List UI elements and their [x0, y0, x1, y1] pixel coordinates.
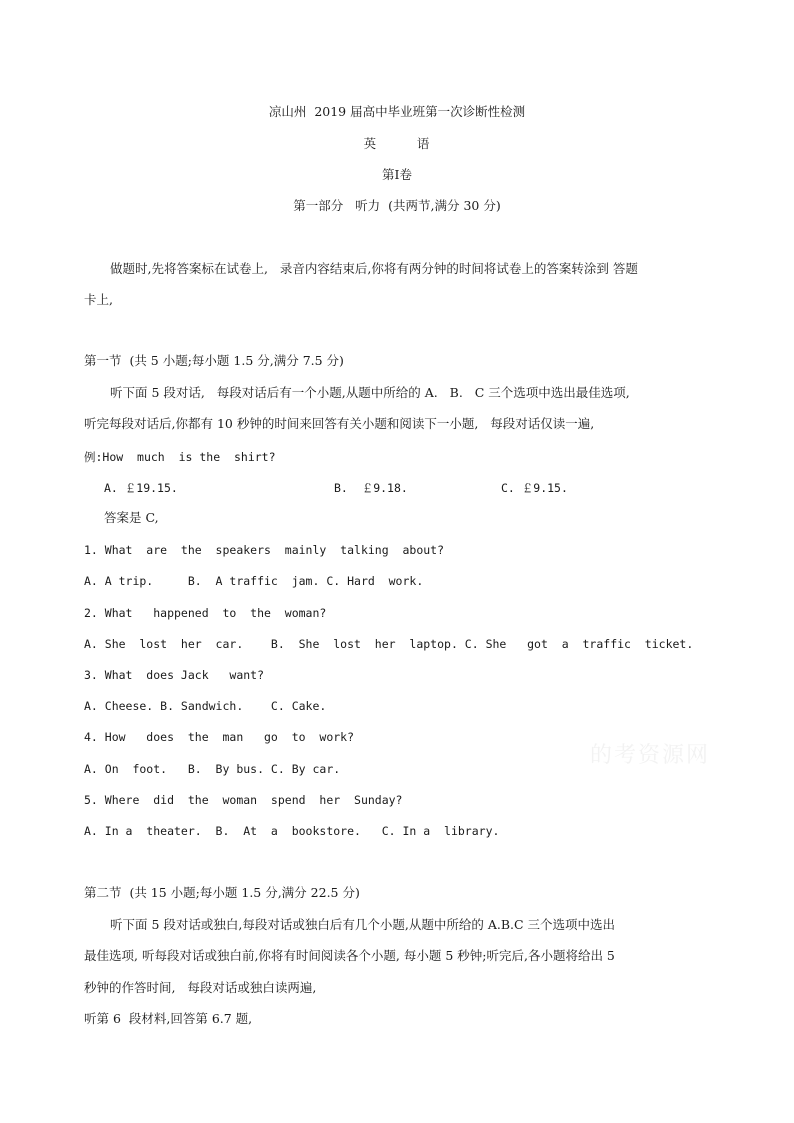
- question-3: 3. What does Jack want?: [84, 668, 265, 682]
- exam-title: 凉山州 2019 届高中毕业班第一次诊断性检测: [268, 104, 526, 119]
- question-2-options: A. She lost her car. B. She lost her laptop. C. She got a traffic ticket.: [84, 637, 694, 651]
- question-2: 2. What happened to the woman?: [84, 606, 327, 620]
- part-title: 第一部分 听力 (共两节,满分 30 分): [293, 198, 501, 213]
- question-5: 5. Where did the woman spend her Sunday?: [84, 793, 403, 807]
- section1-heading: 第一节 (共 5 小题;每小题 1.5 分,满分 7.5 分): [84, 353, 344, 368]
- section2-heading: 第二节 (共 15 小题;每小题 1.5 分,满分 22.5 分): [84, 885, 360, 900]
- volume-title: 第Ⅰ卷: [382, 167, 412, 182]
- question-4: 4. How does the man go to work?: [84, 730, 355, 744]
- section1-instruction-2: 听完每段对话后,你都有 10 秒钟的时间来回答有关小题和阅读下一小题, 每段对话仅读一遍,: [84, 416, 595, 431]
- section1-instruction-1: 听下面 5 段对话, 每段对话后有一个小题,从题中所给的 A. B. C 三个选项中选出最佳选项,: [110, 385, 630, 400]
- section2-instruction-3: 秒钟的作答时间, 每段对话或独白读两遍,: [84, 980, 317, 995]
- intro-line-1: 做题时,先将答案标在试卷上, 录音内容结束后,你将有两分钟的时间将试卷上的答案转涂到 答题: [110, 261, 638, 276]
- section2-instruction-2: 最佳选项, 听每段对话或独白前,你将有时间阅读各个小题, 每小题 5 秒钟;听完后,各小题将给出 5: [84, 948, 615, 963]
- intro-line-2: 卡上,: [84, 292, 113, 307]
- section2-instruction-1: 听下面 5 段对话或独白,每段对话或独白后有几个小题,从题中所给的 A.B.C 三个选项中选出: [110, 917, 616, 932]
- subject-title: 英 语: [363, 136, 431, 151]
- question-1-options: A. A trip. B. A traffic jam. C. Hard work.: [84, 574, 424, 588]
- example-option-c: C. ￡9.15.: [501, 481, 568, 495]
- example-question: 例:How much is the shirt?: [84, 450, 276, 464]
- example-option-b: B. ￡9.18.: [334, 481, 408, 495]
- question-3-options: A. Cheese. B. Sandwich. C. Cake.: [84, 699, 327, 713]
- material-6-instruction: 听第 6 段材料,回答第 6.7 题,: [84, 1011, 253, 1026]
- watermark: 的考资源网: [590, 743, 711, 768]
- question-5-options: A. In a theater. B. At a bookstore. C. In a library.: [84, 824, 500, 838]
- question-4-options: A. On foot. B. By bus. C. By car.: [84, 762, 341, 776]
- example-option-a: A. ￡19.15.: [104, 481, 178, 495]
- question-1: 1. What are the speakers mainly talking about?: [84, 543, 445, 557]
- example-answer: 答案是 C,: [104, 510, 159, 525]
